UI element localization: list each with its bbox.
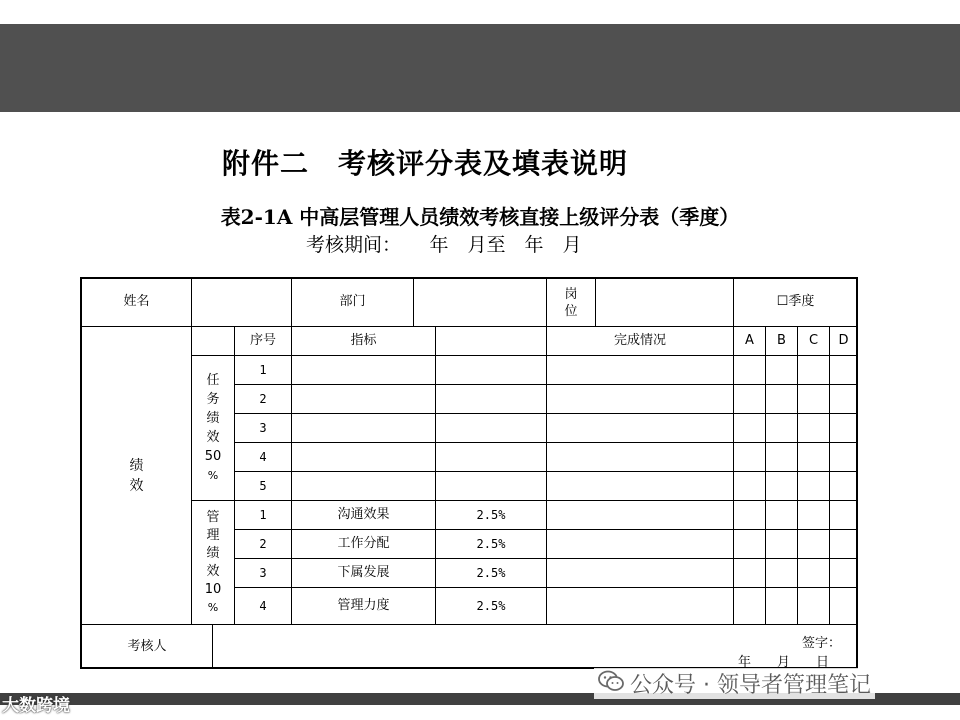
task-group-char: 务: [206, 392, 220, 407]
mgmt-group-char: %: [207, 600, 219, 614]
post-label-char: 岗: [564, 286, 578, 302]
task-completion-field[interactable]: [547, 385, 734, 414]
department-value-field[interactable]: [414, 279, 547, 327]
grade-d-cell[interactable]: [830, 501, 858, 530]
wechat-icon: [598, 670, 624, 698]
task-indicator-field[interactable]: [292, 385, 436, 414]
grade-c-cell[interactable]: [798, 530, 830, 559]
performance-label: [82, 327, 192, 625]
grade-a-cell[interactable]: [734, 472, 766, 501]
task-weight-field[interactable]: [436, 414, 547, 443]
table-title: 表2-1A 中高层管理人员绩效考核直接上级评分表（季度）: [220, 205, 740, 229]
performance-label-char: 绩: [129, 457, 144, 474]
performance-label-char: 效: [129, 477, 144, 494]
group-header-empty: [192, 327, 235, 356]
grade-b-cell[interactable]: [766, 356, 798, 385]
date-label: 年 月 日: [738, 655, 830, 669]
grade-header-d: D: [830, 327, 858, 356]
grade-d-cell[interactable]: [830, 472, 858, 501]
grade-d-cell[interactable]: [830, 414, 858, 443]
grade-c-cell[interactable]: [798, 443, 830, 472]
grade-a-cell[interactable]: [734, 530, 766, 559]
mgmt-weight: 2.5%: [436, 588, 547, 625]
task-performance-group-label: [192, 356, 235, 501]
grade-b-cell[interactable]: [766, 559, 798, 588]
task-weight-field[interactable]: [436, 385, 547, 414]
grade-a-cell[interactable]: [734, 443, 766, 472]
task-completion-field[interactable]: [547, 414, 734, 443]
grade-c-cell[interactable]: [798, 414, 830, 443]
assessor-label: 考核人: [82, 625, 213, 669]
indicator-header: 指标: [292, 327, 436, 356]
mgmt-group-char: 效: [206, 563, 220, 579]
grade-c-cell[interactable]: [798, 472, 830, 501]
seq-header: 序号: [235, 327, 292, 356]
task-group-char: %: [207, 469, 219, 482]
mgmt-seq: 3: [235, 559, 292, 588]
task-completion-field[interactable]: [547, 472, 734, 501]
task-indicator-field[interactable]: [292, 356, 436, 385]
grade-c-cell[interactable]: [798, 559, 830, 588]
grade-a-cell[interactable]: [734, 501, 766, 530]
mgmt-completion-field[interactable]: [547, 501, 734, 530]
completion-header: 完成情况: [547, 327, 734, 356]
task-group-char: 50: [204, 449, 222, 464]
task-seq: 4: [235, 443, 292, 472]
department-label: 部门: [292, 279, 414, 327]
mgmt-seq: 1: [235, 501, 292, 530]
grade-c-cell[interactable]: [798, 356, 830, 385]
grade-b-cell[interactable]: [766, 530, 798, 559]
mgmt-completion-field[interactable]: [547, 559, 734, 588]
evaluation-form: [80, 277, 858, 669]
name-label: 姓名: [82, 279, 192, 327]
mgmt-seq: 2: [235, 530, 292, 559]
name-value-field[interactable]: [192, 279, 292, 327]
signature-label: 签字：: [802, 636, 842, 651]
watermark-left: 大数跨境: [2, 696, 70, 716]
grade-c-cell[interactable]: [798, 501, 830, 530]
grade-a-cell[interactable]: [734, 414, 766, 443]
quarter-checkbox-label[interactable]: ☐季度: [734, 279, 858, 327]
mgmt-indicator: 工作分配: [292, 530, 436, 559]
task-seq: 5: [235, 472, 292, 501]
mgmt-completion-field[interactable]: [547, 530, 734, 559]
mgmt-seq: 4: [235, 588, 292, 625]
grade-d-cell[interactable]: [830, 385, 858, 414]
mgmt-indicator: 管理力度: [292, 588, 436, 625]
grade-c-cell[interactable]: [798, 385, 830, 414]
management-performance-group-label: [192, 501, 235, 625]
header-band: [0, 24, 960, 112]
grade-d-cell[interactable]: [830, 356, 858, 385]
grade-d-cell[interactable]: [830, 443, 858, 472]
grade-header-a: A: [734, 327, 766, 356]
grade-d-cell[interactable]: [830, 588, 858, 625]
task-group-char: 任: [206, 373, 220, 388]
grade-b-cell[interactable]: [766, 588, 798, 625]
grade-b-cell[interactable]: [766, 443, 798, 472]
grade-a-cell[interactable]: [734, 356, 766, 385]
task-completion-field[interactable]: [547, 443, 734, 472]
task-seq: 3: [235, 414, 292, 443]
watermark-right: [594, 668, 875, 699]
grade-c-cell[interactable]: [798, 588, 830, 625]
grade-header-b: B: [766, 327, 798, 356]
grade-b-cell[interactable]: [766, 414, 798, 443]
task-indicator-field[interactable]: [292, 443, 436, 472]
task-group-char: 绩: [206, 411, 220, 426]
task-seq: 2: [235, 385, 292, 414]
mgmt-indicator: 沟通效果: [292, 501, 436, 530]
task-indicator-field[interactable]: [292, 472, 436, 501]
assessment-period: 考核期间： 年 月至 年 月: [306, 234, 582, 256]
mgmt-weight: 2.5%: [436, 530, 547, 559]
watermark-right-text: 公众号 · 领导者管理笔记: [630, 673, 871, 698]
grade-d-cell[interactable]: [830, 559, 858, 588]
task-weight-field[interactable]: [436, 472, 547, 501]
weight-header-empty: [436, 327, 547, 356]
grade-b-cell[interactable]: [766, 501, 798, 530]
grade-a-cell[interactable]: [734, 385, 766, 414]
page-heading: 附件二 考核评分表及填表说明: [222, 147, 629, 180]
task-completion-field[interactable]: [547, 356, 734, 385]
mgmt-weight: 2.5%: [436, 559, 547, 588]
task-weight-field[interactable]: [436, 443, 547, 472]
grade-d-cell[interactable]: [830, 530, 858, 559]
grade-b-cell[interactable]: [766, 385, 798, 414]
mgmt-group-char: 理: [206, 527, 220, 543]
mgmt-group-char: 绩: [206, 545, 220, 561]
post-label: [547, 279, 596, 327]
mgmt-group-char: 管: [206, 509, 220, 525]
mgmt-completion-field[interactable]: [547, 588, 734, 625]
grade-a-cell[interactable]: [734, 588, 766, 625]
task-weight-field[interactable]: [436, 356, 547, 385]
task-group-char: 效: [206, 430, 220, 445]
grade-header-c: C: [798, 327, 830, 356]
mgmt-indicator: 下属发展: [292, 559, 436, 588]
post-value-field[interactable]: [596, 279, 734, 327]
task-indicator-field[interactable]: [292, 414, 436, 443]
mgmt-group-char: 10: [204, 581, 222, 597]
task-seq: 1: [235, 356, 292, 385]
mgmt-weight: 2.5%: [436, 501, 547, 530]
grade-b-cell[interactable]: [766, 472, 798, 501]
grade-a-cell[interactable]: [734, 559, 766, 588]
post-label-char: 位: [564, 303, 578, 319]
